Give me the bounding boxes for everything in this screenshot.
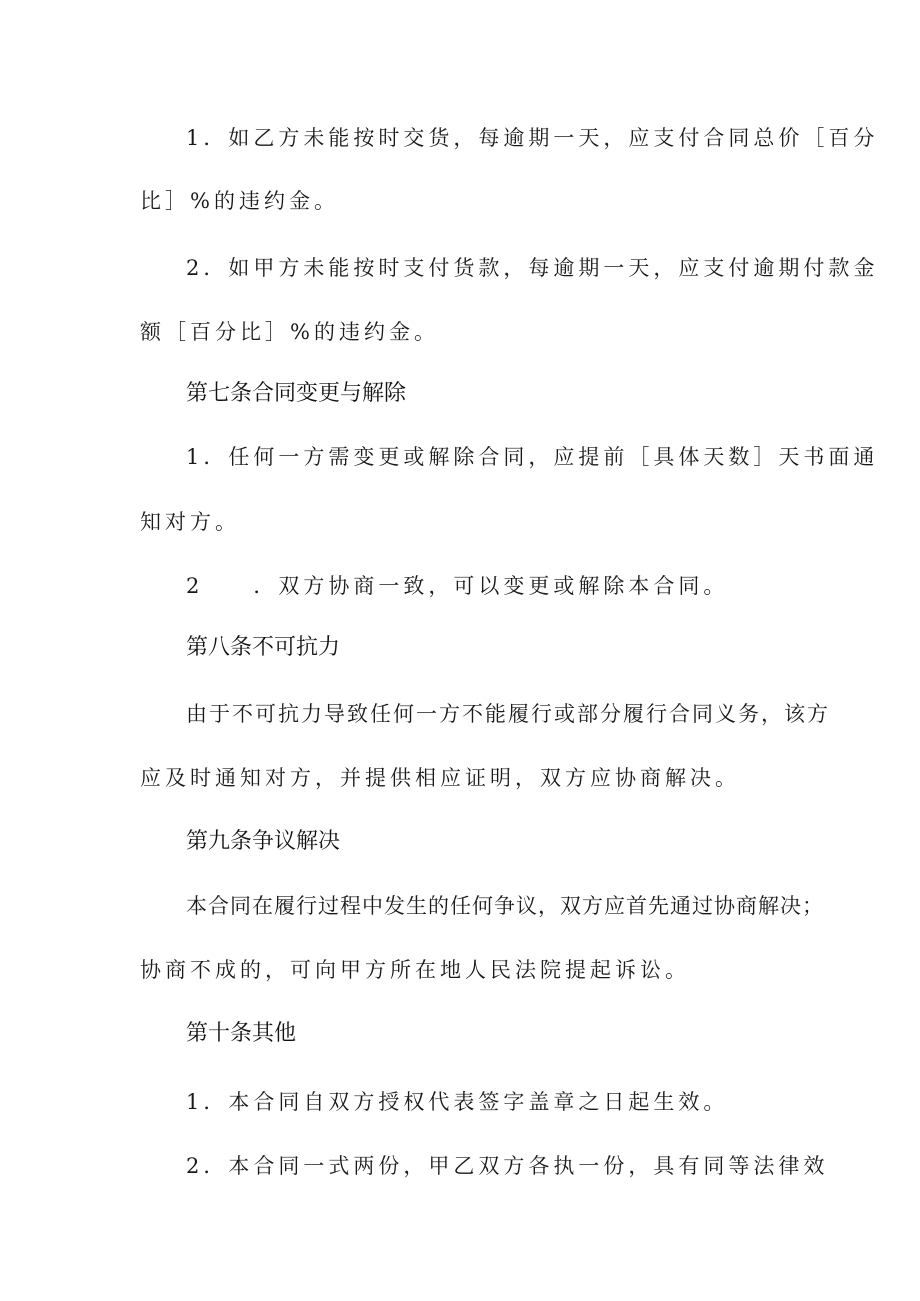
clause-7-item-2: 2 ．双方协商一致，可以变更或解除本合同。 bbox=[186, 574, 729, 598]
clause-8-line-2: 应及时通知对方，并提供相应证明，双方应协商解决。 bbox=[140, 766, 740, 790]
clause-10-item-1: 1．本合同自双方授权代表签字盖章之日起生效。 bbox=[186, 1090, 729, 1114]
clause-9-line-2: 协商不成的，可向甲方所在地人民法院提起诉讼。 bbox=[140, 958, 690, 982]
heading-article-7: 第七条合同变更与解除 bbox=[186, 381, 407, 406]
heading-article-8: 第八条不可抗力 bbox=[186, 635, 341, 660]
clause-6-item-1-line-2: 比］%的违约金。 bbox=[140, 189, 339, 213]
heading-article-9: 第九条争议解决 bbox=[186, 829, 341, 854]
clause-6-item-2-line-1: 2．如甲方未能按时支付货款，每逾期一天，应支付逾期付款金 bbox=[186, 256, 879, 280]
clause-6-item-1-line-1: 1．如乙方未能按时交货，每逾期一天，应支付合同总价［百分 bbox=[186, 126, 879, 150]
clause-6-item-2-line-2: 额［百分比］%的违约金。 bbox=[140, 320, 439, 344]
clause-10-item-2: 2．本合同一式两份，甲乙双方各执一份，具有同等法律效 bbox=[186, 1154, 829, 1178]
clause-9-line-1: 本合同在履行过程中发生的任何争议，双方应首先通过协商解决； bbox=[186, 894, 824, 918]
clause-7-item-1-line-1: 1．任何一方需变更或解除合同，应提前［具体天数］天书面通 bbox=[186, 445, 879, 469]
clause-8-line-1: 由于不可抗力导致任何一方不能履行或部分履行合同义务，该方 bbox=[186, 702, 830, 726]
clause-7-item-1-line-2: 知对方。 bbox=[140, 510, 240, 534]
heading-article-10: 第十条其他 bbox=[186, 1021, 297, 1046]
